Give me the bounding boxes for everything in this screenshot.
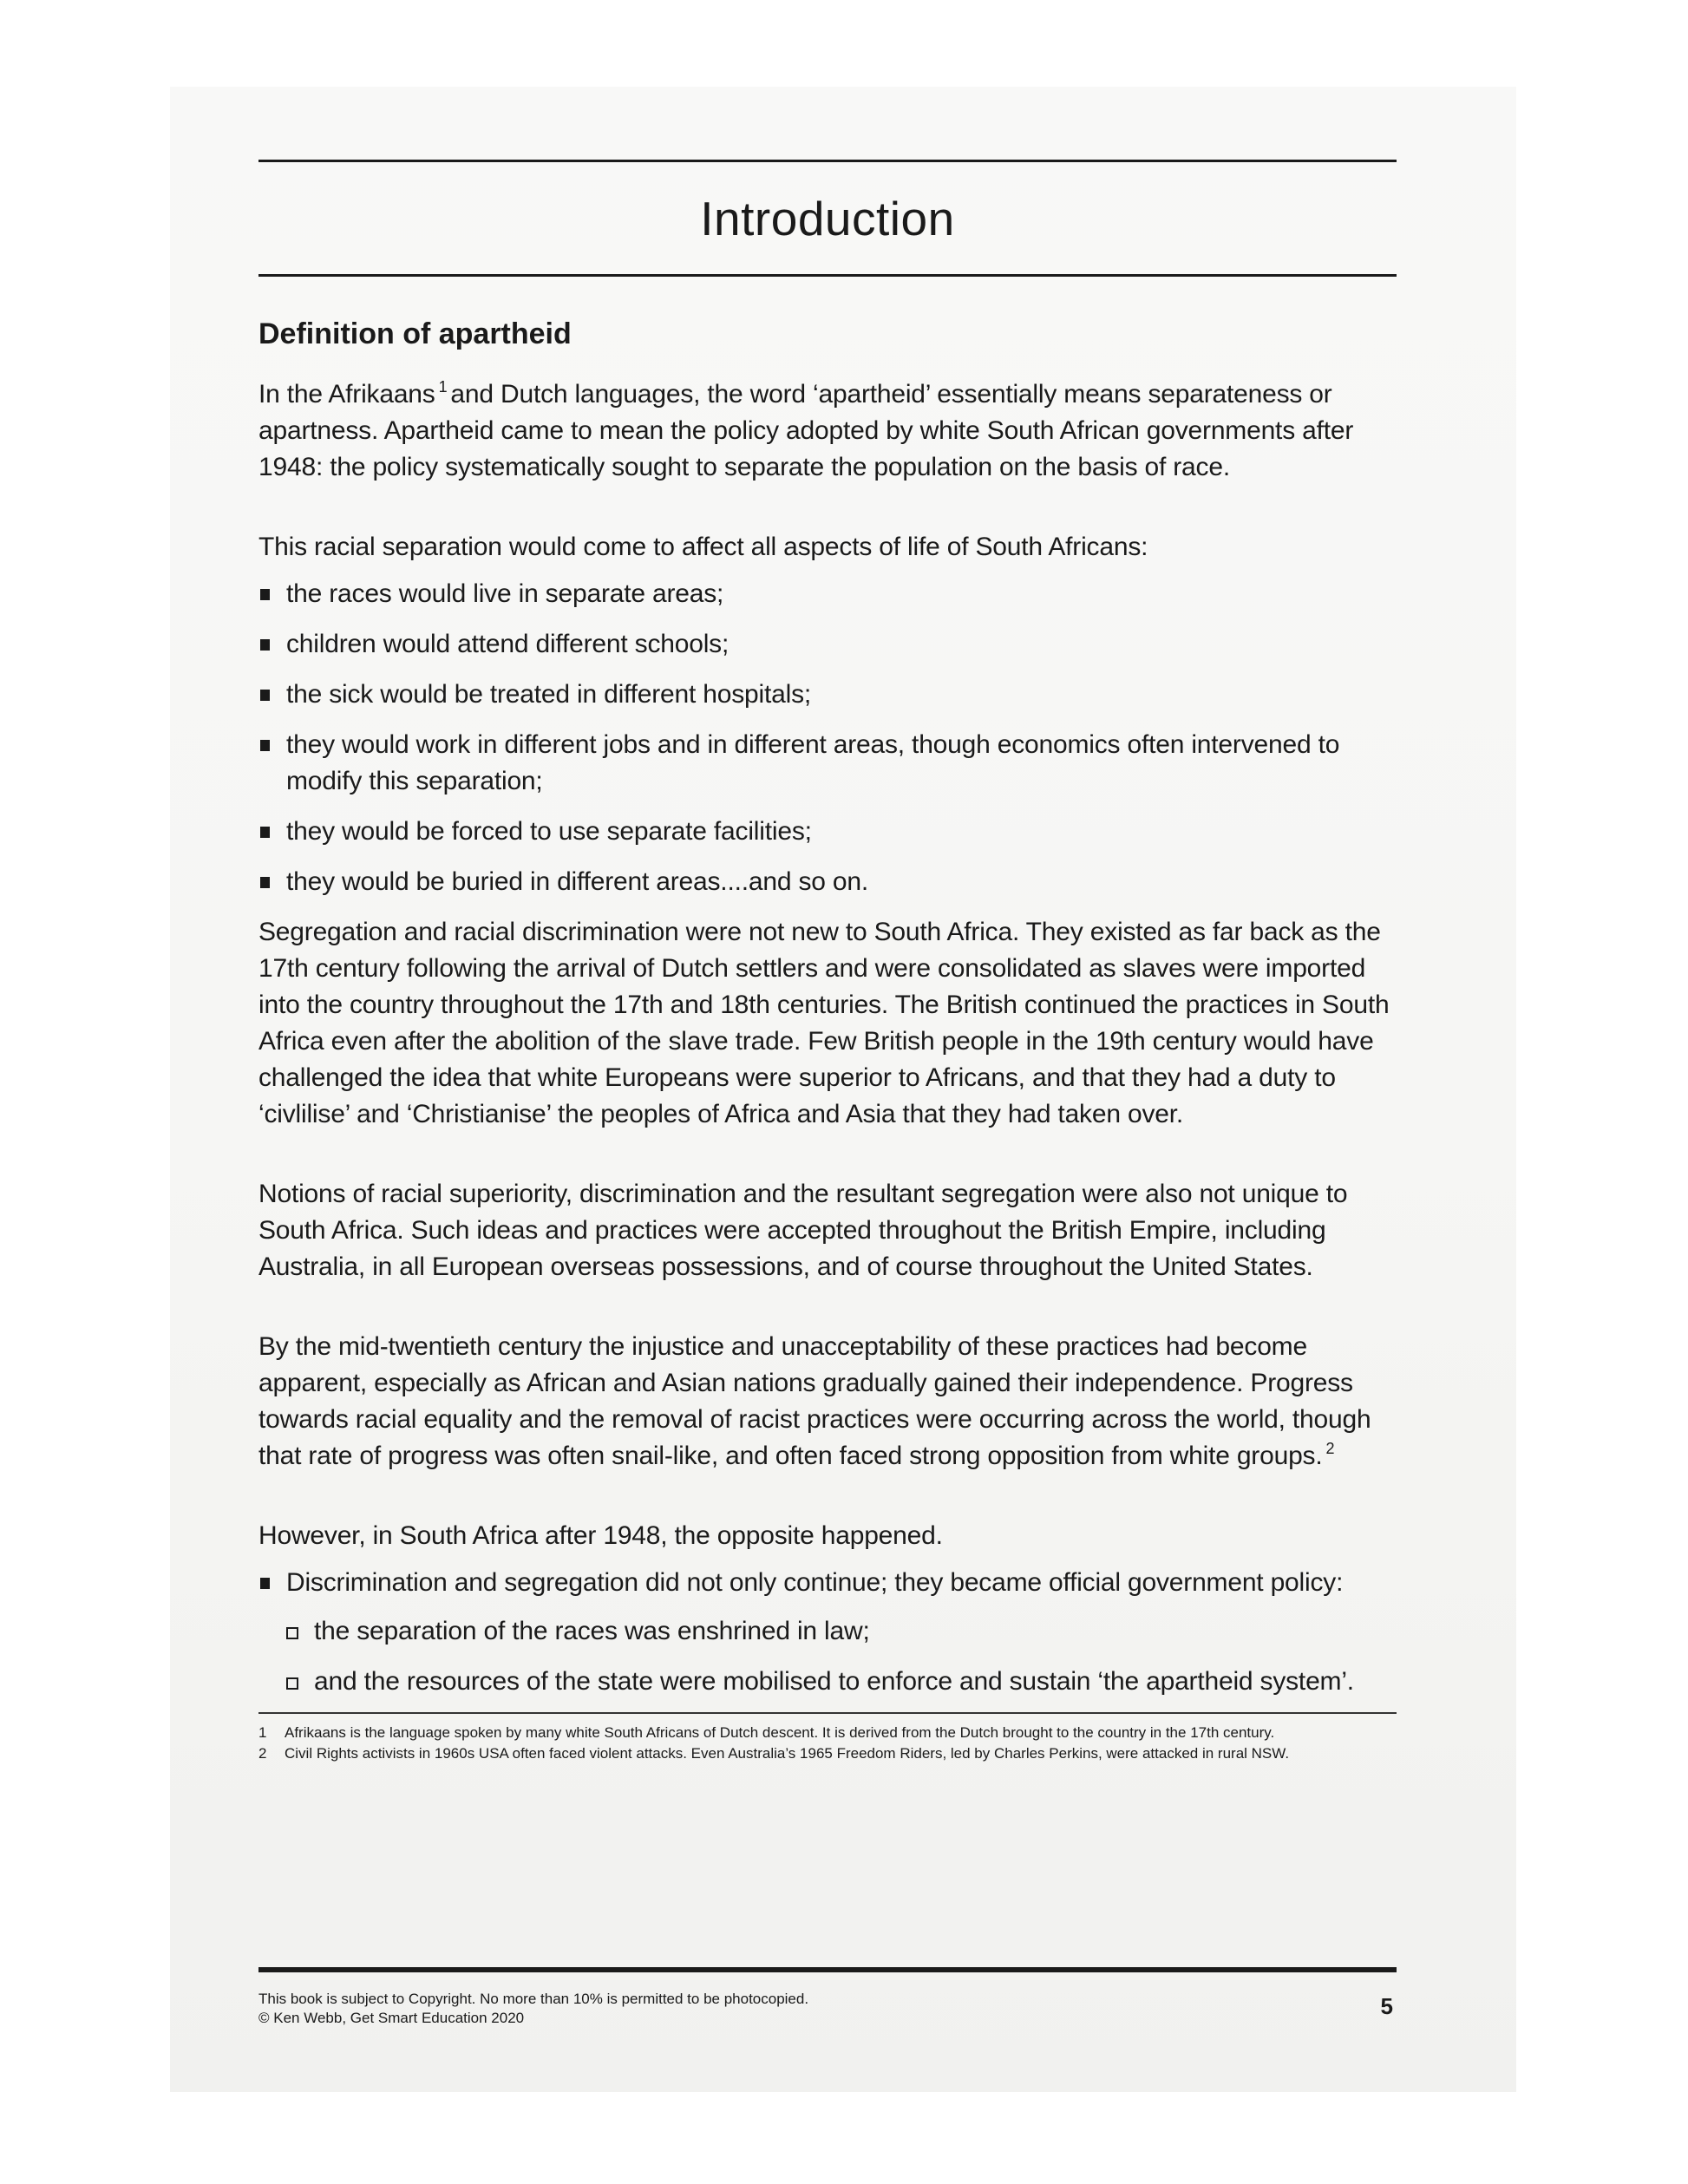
square-bullet-icon xyxy=(260,877,270,888)
segregation-paragraph: Segregation and racial discrimination were not new to South Africa. They existed as far back as the 17th century following the arrival of Dutch settlers and were consolidated as slaves were imported into the country throughout the 17th and 18th centuries. The British continued the practices in South Africa even after the abolition of the slave trade. Few British people in the 19th century would have challenged the idea that white Europeans were superior to Africans, and that they had a duty to ‘civlilise’ and ‘Christianise’ the peoples of Africa and Asia that they had taken over. xyxy=(258,918,1390,1129)
list-item xyxy=(258,1565,1397,1700)
sublist-item xyxy=(286,1664,1397,1700)
list-item-text: they would be forced to use separate facilities; xyxy=(286,817,812,847)
footnote-ref-1[interactable]: 1 xyxy=(438,378,448,396)
list-item-text: the sick would be treated in different hospitals; xyxy=(286,680,812,709)
notions-paragraph: Notions of racial superiority, discrimination and the resultant segregation were also not unique to South Africa. Such ideas and practices were accepted throughout the British Empire, including Australia, in all European overseas possessions, and of course throughout the United States. xyxy=(258,1180,1348,1282)
list-item-text: they would be buried in different areas....and so on. xyxy=(286,867,868,897)
mid-century-text: By the mid-twentieth century the injustice and unacceptability of these practices had become apparent, especially as African and Asian nations gradually gained their independence. Progress towards racial equality and the removal of racist practices were occurring across the world, though that rate of progress was often snail-like, and often faced strong opposition from white groups. xyxy=(258,1332,1371,1471)
title-bottom-rule xyxy=(258,274,1397,277)
list-item xyxy=(258,626,1397,663)
footnote-text: Afrikaans is the language spoken by many white South Africans of Dutch descent. It is derived from the Dutch brought to the country in the 17th century. xyxy=(285,1724,1275,1742)
square-bullet-icon xyxy=(260,639,270,651)
square-bullet-icon xyxy=(260,827,270,838)
policy-sublist xyxy=(286,1613,1397,1700)
list-item xyxy=(258,727,1397,800)
section-heading: Definition of apartheid xyxy=(258,317,572,350)
list-item xyxy=(258,576,1397,612)
footer-text xyxy=(258,1990,1397,2028)
footnote-text: Civil Rights activists in 1960s USA often faced violent attacks. Even Australia’s 1965 Freedom Riders, led by Charles Perkins, were attacked in rural NSW. xyxy=(285,1745,1290,1762)
copyright-notice: This book is subject to Copyright. No more than 10% is permitted to be photocopied. xyxy=(258,1991,809,2007)
hollow-square-bullet-icon xyxy=(286,1677,298,1690)
page-content xyxy=(258,160,1397,1764)
square-bullet-icon xyxy=(260,589,270,600)
square-bullet-icon xyxy=(260,1578,270,1589)
intro-text-after-ref: and Dutch languages, the word ‘apartheid’ essentially means separateness or apartness. Apartheid came to mean the policy adopted by white South African governments after 1948: the policy systematically sought to separate the population on the basis of race. xyxy=(258,380,1354,482)
hollow-square-bullet-icon xyxy=(286,1627,298,1639)
square-bullet-icon xyxy=(260,690,270,701)
list-item-text: children would attend different schools; xyxy=(286,630,730,659)
policy-list xyxy=(258,1565,1397,1700)
copyright-owner: © Ken Webb, Get Smart Education 2020 xyxy=(258,2010,525,2026)
footnote-ref-2[interactable]: 2 xyxy=(1325,1440,1335,1458)
page-footer xyxy=(258,1967,1397,2028)
sublist-item-text: and the resources of the state were mobilised to enforce and sustain ‘the apartheid system’. xyxy=(314,1667,1354,1697)
footnote-number: 2 xyxy=(258,1745,267,1762)
intro-text-before-ref: In the Afrikaans xyxy=(258,380,435,409)
however-paragraph: However, in South Africa after 1948, the opposite happened. xyxy=(258,1521,943,1551)
mid-century-paragraph xyxy=(258,1329,1397,1475)
sublist-item xyxy=(286,1613,1397,1650)
footnote-divider xyxy=(258,1712,1397,1714)
list-item xyxy=(258,814,1397,850)
intro-paragraph xyxy=(258,376,1397,486)
effects-list xyxy=(258,576,1397,900)
square-bullet-icon xyxy=(260,740,270,751)
footnote-1 xyxy=(258,1723,1369,1743)
page-title: Introduction xyxy=(700,192,955,245)
footnote-2 xyxy=(258,1743,1369,1764)
page-number: 5 xyxy=(1380,1993,1393,2019)
list-item xyxy=(258,864,1397,900)
list-item-text: Discrimination and segregation did not only continue; they became official government policy: xyxy=(286,1568,1344,1598)
footnotes xyxy=(258,1723,1397,1764)
list-item xyxy=(258,677,1397,713)
footnote-number: 1 xyxy=(258,1724,267,1742)
list-item-text: they would work in different jobs and in different areas, though economics often intervened to modify this separation; xyxy=(286,730,1340,796)
footer-rule xyxy=(258,1967,1397,1972)
sublist-item-text: the separation of the races was enshrined in law; xyxy=(314,1617,870,1646)
list-item-text: the races would live in separate areas; xyxy=(286,579,724,609)
list-intro: This racial separation would come to affect all aspects of life of South Africans: xyxy=(258,533,1148,562)
title-top-rule xyxy=(258,160,1397,162)
